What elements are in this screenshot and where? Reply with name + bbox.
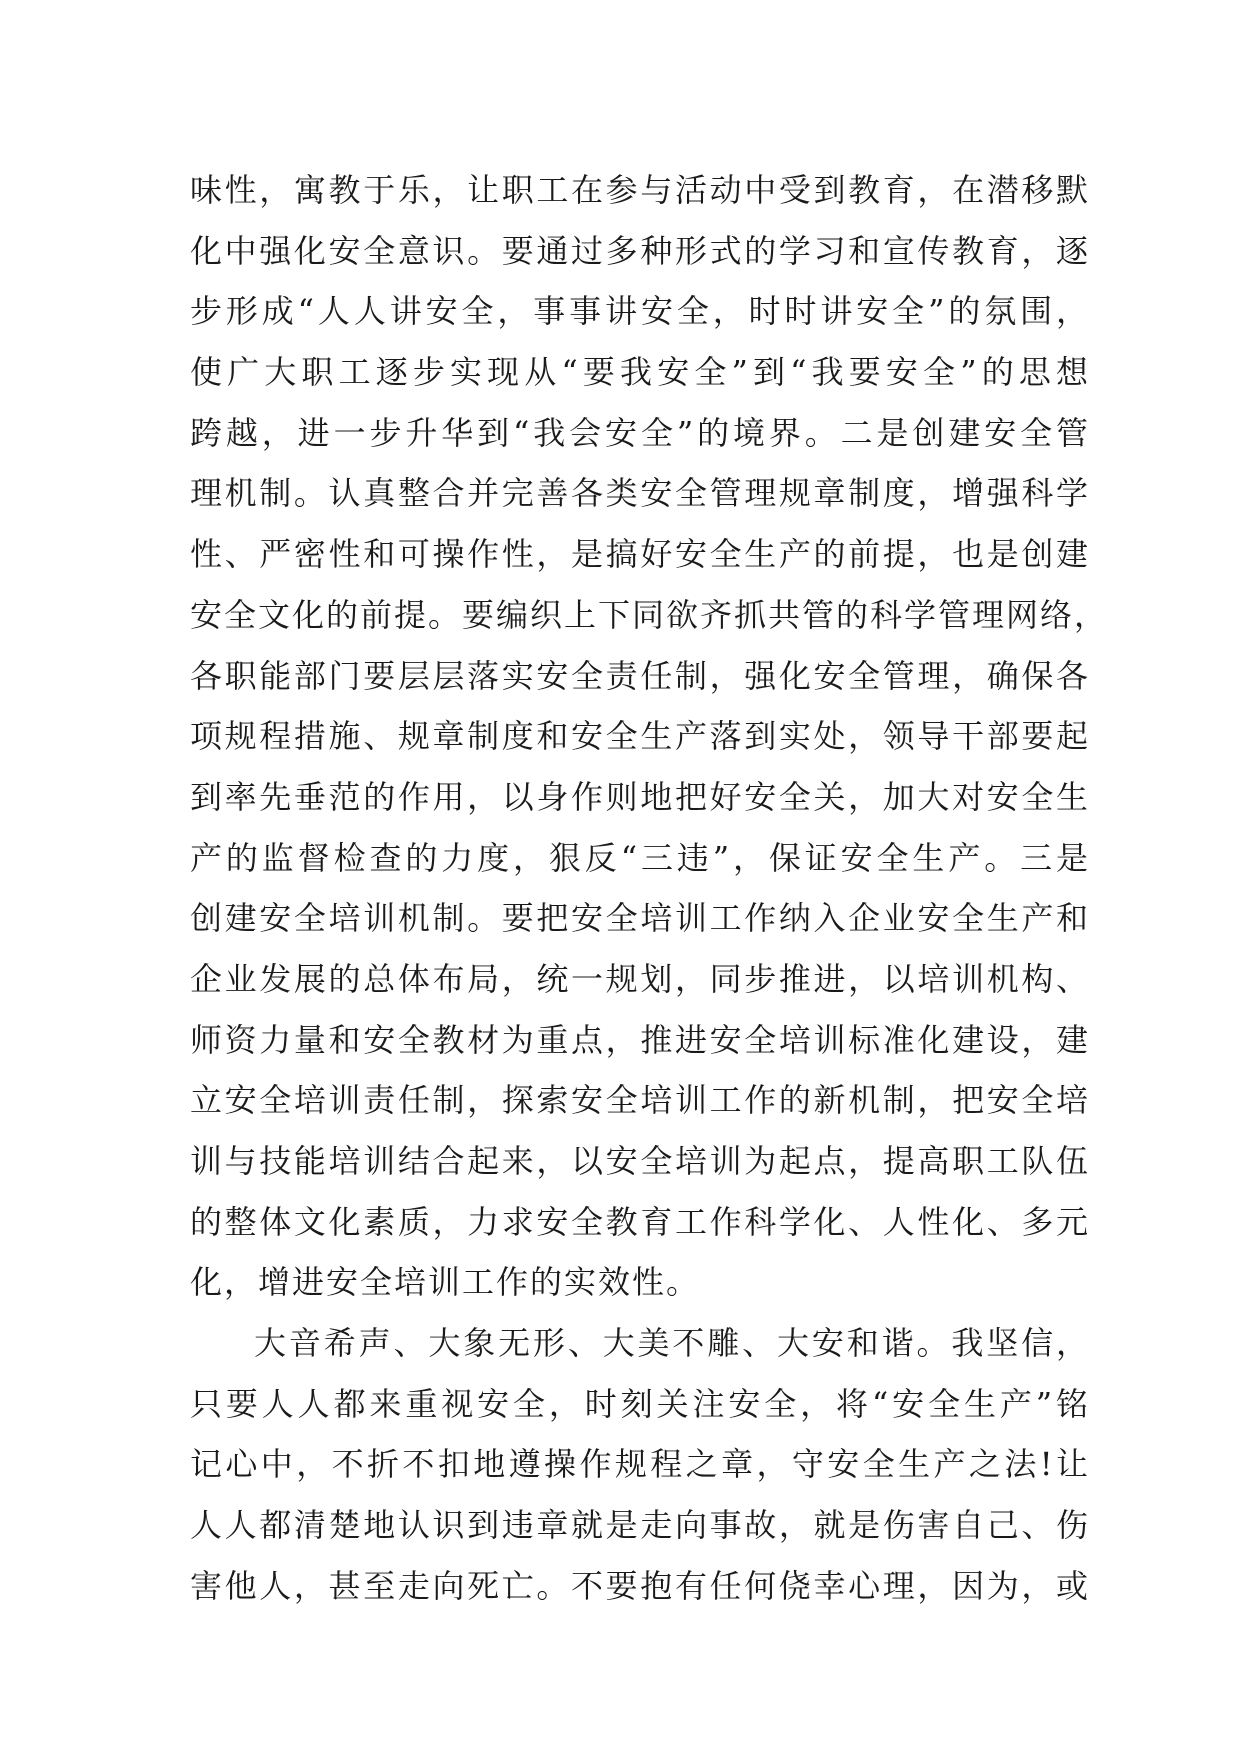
text-line: 创建安全培训机制。要把安全培训工作纳入企业安全生产和 xyxy=(190,899,1090,938)
text-line: 化，增进安全培训工作的实效性。 xyxy=(190,1263,701,1302)
text-line: 到率先垂范的作用，以身作则地把好安全关，加大对安全生 xyxy=(190,777,1090,816)
text-line: 安全文化的前提。要编织上下同欲齐抓共管的科学管理网络， xyxy=(190,595,1109,634)
text-line: 记心中，不折不扣地遵操作规程之章，守安全生产之法!让 xyxy=(190,1445,1090,1484)
text-line: 人人都清楚地认识到违章就是走向事故，就是伤害自己、伤 xyxy=(190,1506,1090,1545)
text-line: 性、严密性和可操作性，是搞好安全生产的前提，也是创建 xyxy=(190,535,1090,574)
text-line: 理机制。认真整合并完善各类安全管理规章制度，增强科学 xyxy=(190,474,1090,513)
text-line: 害他人，甚至走向死亡。不要抱有任何侥幸心理，因为，或 xyxy=(190,1566,1090,1605)
text-line: 味性，寓教于乐，让职工在参与活动中受到教育，在潜移默 xyxy=(190,171,1090,209)
text-line: 立安全培训责任制，探索安全培训工作的新机制，把安全培 xyxy=(190,1081,1090,1120)
text-line: 的整体文化素质，力求安全教育工作科学化、人性化、多元 xyxy=(190,1202,1090,1241)
text-line: 师资力量和安全教材为重点，推进安全培训标准化建设，建 xyxy=(190,1020,1090,1059)
paragraph xyxy=(190,1313,1090,1616)
text-line: 跨越，进一步升华到“我会安全”的境界。二是创建安全管 xyxy=(190,413,1090,452)
text-line: 企业发展的总体布局，统一规划，同步推进，以培训机构、 xyxy=(190,959,1090,998)
text-line: 大音希声、大象无形、大美不雕、大安和谐。我坚信， xyxy=(254,1324,1090,1363)
body-text xyxy=(190,160,1109,1617)
text-line: 使广大职工逐步实现从“要我安全”到“我要安全”的思想 xyxy=(190,353,1090,392)
text-line: 只要人人都来重视安全，时刻关注安全，将“安全生产”铭 xyxy=(190,1384,1090,1423)
text-line: 化中强化安全意识。要通过多种形式的学习和宣传教育，逐 xyxy=(190,231,1090,270)
text-line: 步形成“人人讲安全，事事讲安全，时时讲安全”的氛围， xyxy=(190,292,1090,331)
text-line: 训与技能培训结合起来，以安全培训为起点，提高职工队伍 xyxy=(190,1142,1090,1180)
text-line: 各职能部门要层层落实安全责任制，强化安全管理，确保各 xyxy=(190,656,1090,695)
paragraph xyxy=(190,160,1109,1313)
text-line: 产的监督检查的力度，狠反“三违”，保证安全生产。三是 xyxy=(190,838,1090,877)
text-line: 项规程措施、规章制度和安全生产落到实处，领导干部要起 xyxy=(190,717,1090,756)
